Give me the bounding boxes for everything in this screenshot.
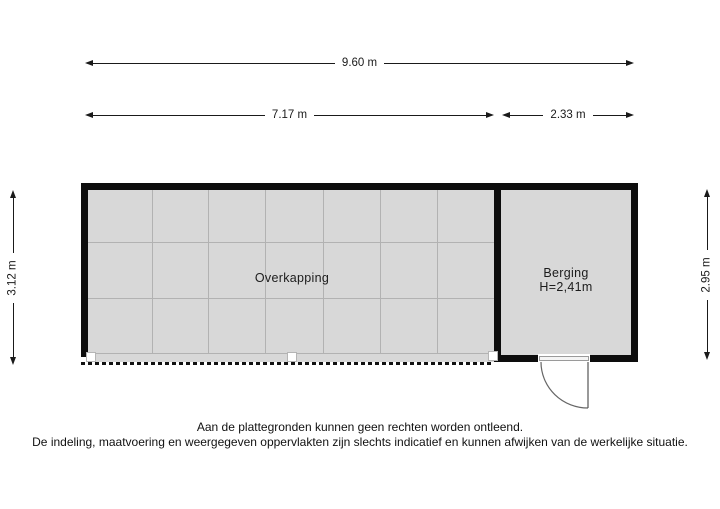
dimension-overkapping-height bbox=[6, 190, 20, 365]
arrow-right-icon bbox=[626, 112, 634, 118]
arrow-down-icon bbox=[704, 352, 710, 360]
overkapping-name: Overkapping bbox=[254, 271, 330, 285]
wall-right bbox=[631, 183, 638, 362]
arrow-left-icon bbox=[85, 60, 93, 66]
disclaimer-line-1: Aan de plattegronden kunnen geen rechten worden ontleend. bbox=[196, 420, 524, 434]
grid-line bbox=[380, 190, 381, 353]
arrow-right-icon bbox=[486, 112, 494, 118]
dimension-berging-height bbox=[700, 189, 714, 360]
dimension-label-berging-height: 2.95 m bbox=[701, 256, 714, 293]
post bbox=[488, 351, 498, 361]
room-label-overkapping bbox=[232, 271, 352, 285]
grid-line bbox=[88, 242, 494, 243]
dimension-berging-width bbox=[502, 108, 634, 122]
dimension-line bbox=[707, 300, 708, 353]
dimension-label-overkapping-height: 3.12 m bbox=[7, 259, 20, 296]
arrow-left-icon bbox=[85, 112, 93, 118]
arrow-right-icon bbox=[626, 60, 634, 66]
dimension-line bbox=[93, 63, 335, 64]
wall-top bbox=[81, 183, 638, 190]
post bbox=[86, 352, 96, 362]
dimension-line bbox=[510, 115, 543, 116]
dimension-line bbox=[13, 303, 14, 358]
grid-line bbox=[437, 190, 438, 353]
dimension-label-box bbox=[700, 250, 714, 300]
grid-line bbox=[152, 190, 153, 353]
arrow-down-icon bbox=[10, 357, 16, 365]
dimension-label-box bbox=[6, 253, 20, 303]
dimension-overkapping-width bbox=[85, 108, 494, 122]
wall-left bbox=[81, 183, 88, 357]
arrow-up-icon bbox=[10, 190, 16, 198]
dimension-line bbox=[707, 197, 708, 250]
dimension-line bbox=[384, 63, 626, 64]
dimension-label-berging-width: 2.33 m bbox=[550, 109, 586, 121]
grid-line bbox=[208, 190, 209, 353]
dimension-line bbox=[93, 115, 265, 116]
door-swing-icon bbox=[537, 361, 591, 411]
door-threshold bbox=[539, 356, 589, 361]
dimension-label-overkapping-width: 7.17 m bbox=[271, 109, 308, 121]
dimension-label-total-width: 9.60 m bbox=[341, 57, 378, 69]
dimension-line bbox=[13, 198, 14, 253]
open-edge-dashed-line bbox=[81, 362, 493, 365]
arrow-left-icon bbox=[502, 112, 510, 118]
room-label-berging bbox=[506, 266, 626, 294]
dimension-line bbox=[314, 115, 486, 116]
arrow-up-icon bbox=[704, 189, 710, 197]
berging-name: Berging bbox=[543, 266, 589, 280]
disclaimer bbox=[0, 420, 720, 450]
grid-line bbox=[88, 298, 494, 299]
dimension-line bbox=[593, 115, 626, 116]
post bbox=[287, 352, 297, 362]
wall-divider bbox=[494, 183, 501, 362]
berging-ceiling-height: H=2,41m bbox=[539, 280, 593, 294]
dimension-total-width bbox=[85, 56, 634, 70]
disclaimer-line-2: De indeling, maatvoering en weergegeven oppervlakten zijn slechts indicatief en kunnen afwijken van de werkelijke situatie. bbox=[32, 435, 688, 449]
